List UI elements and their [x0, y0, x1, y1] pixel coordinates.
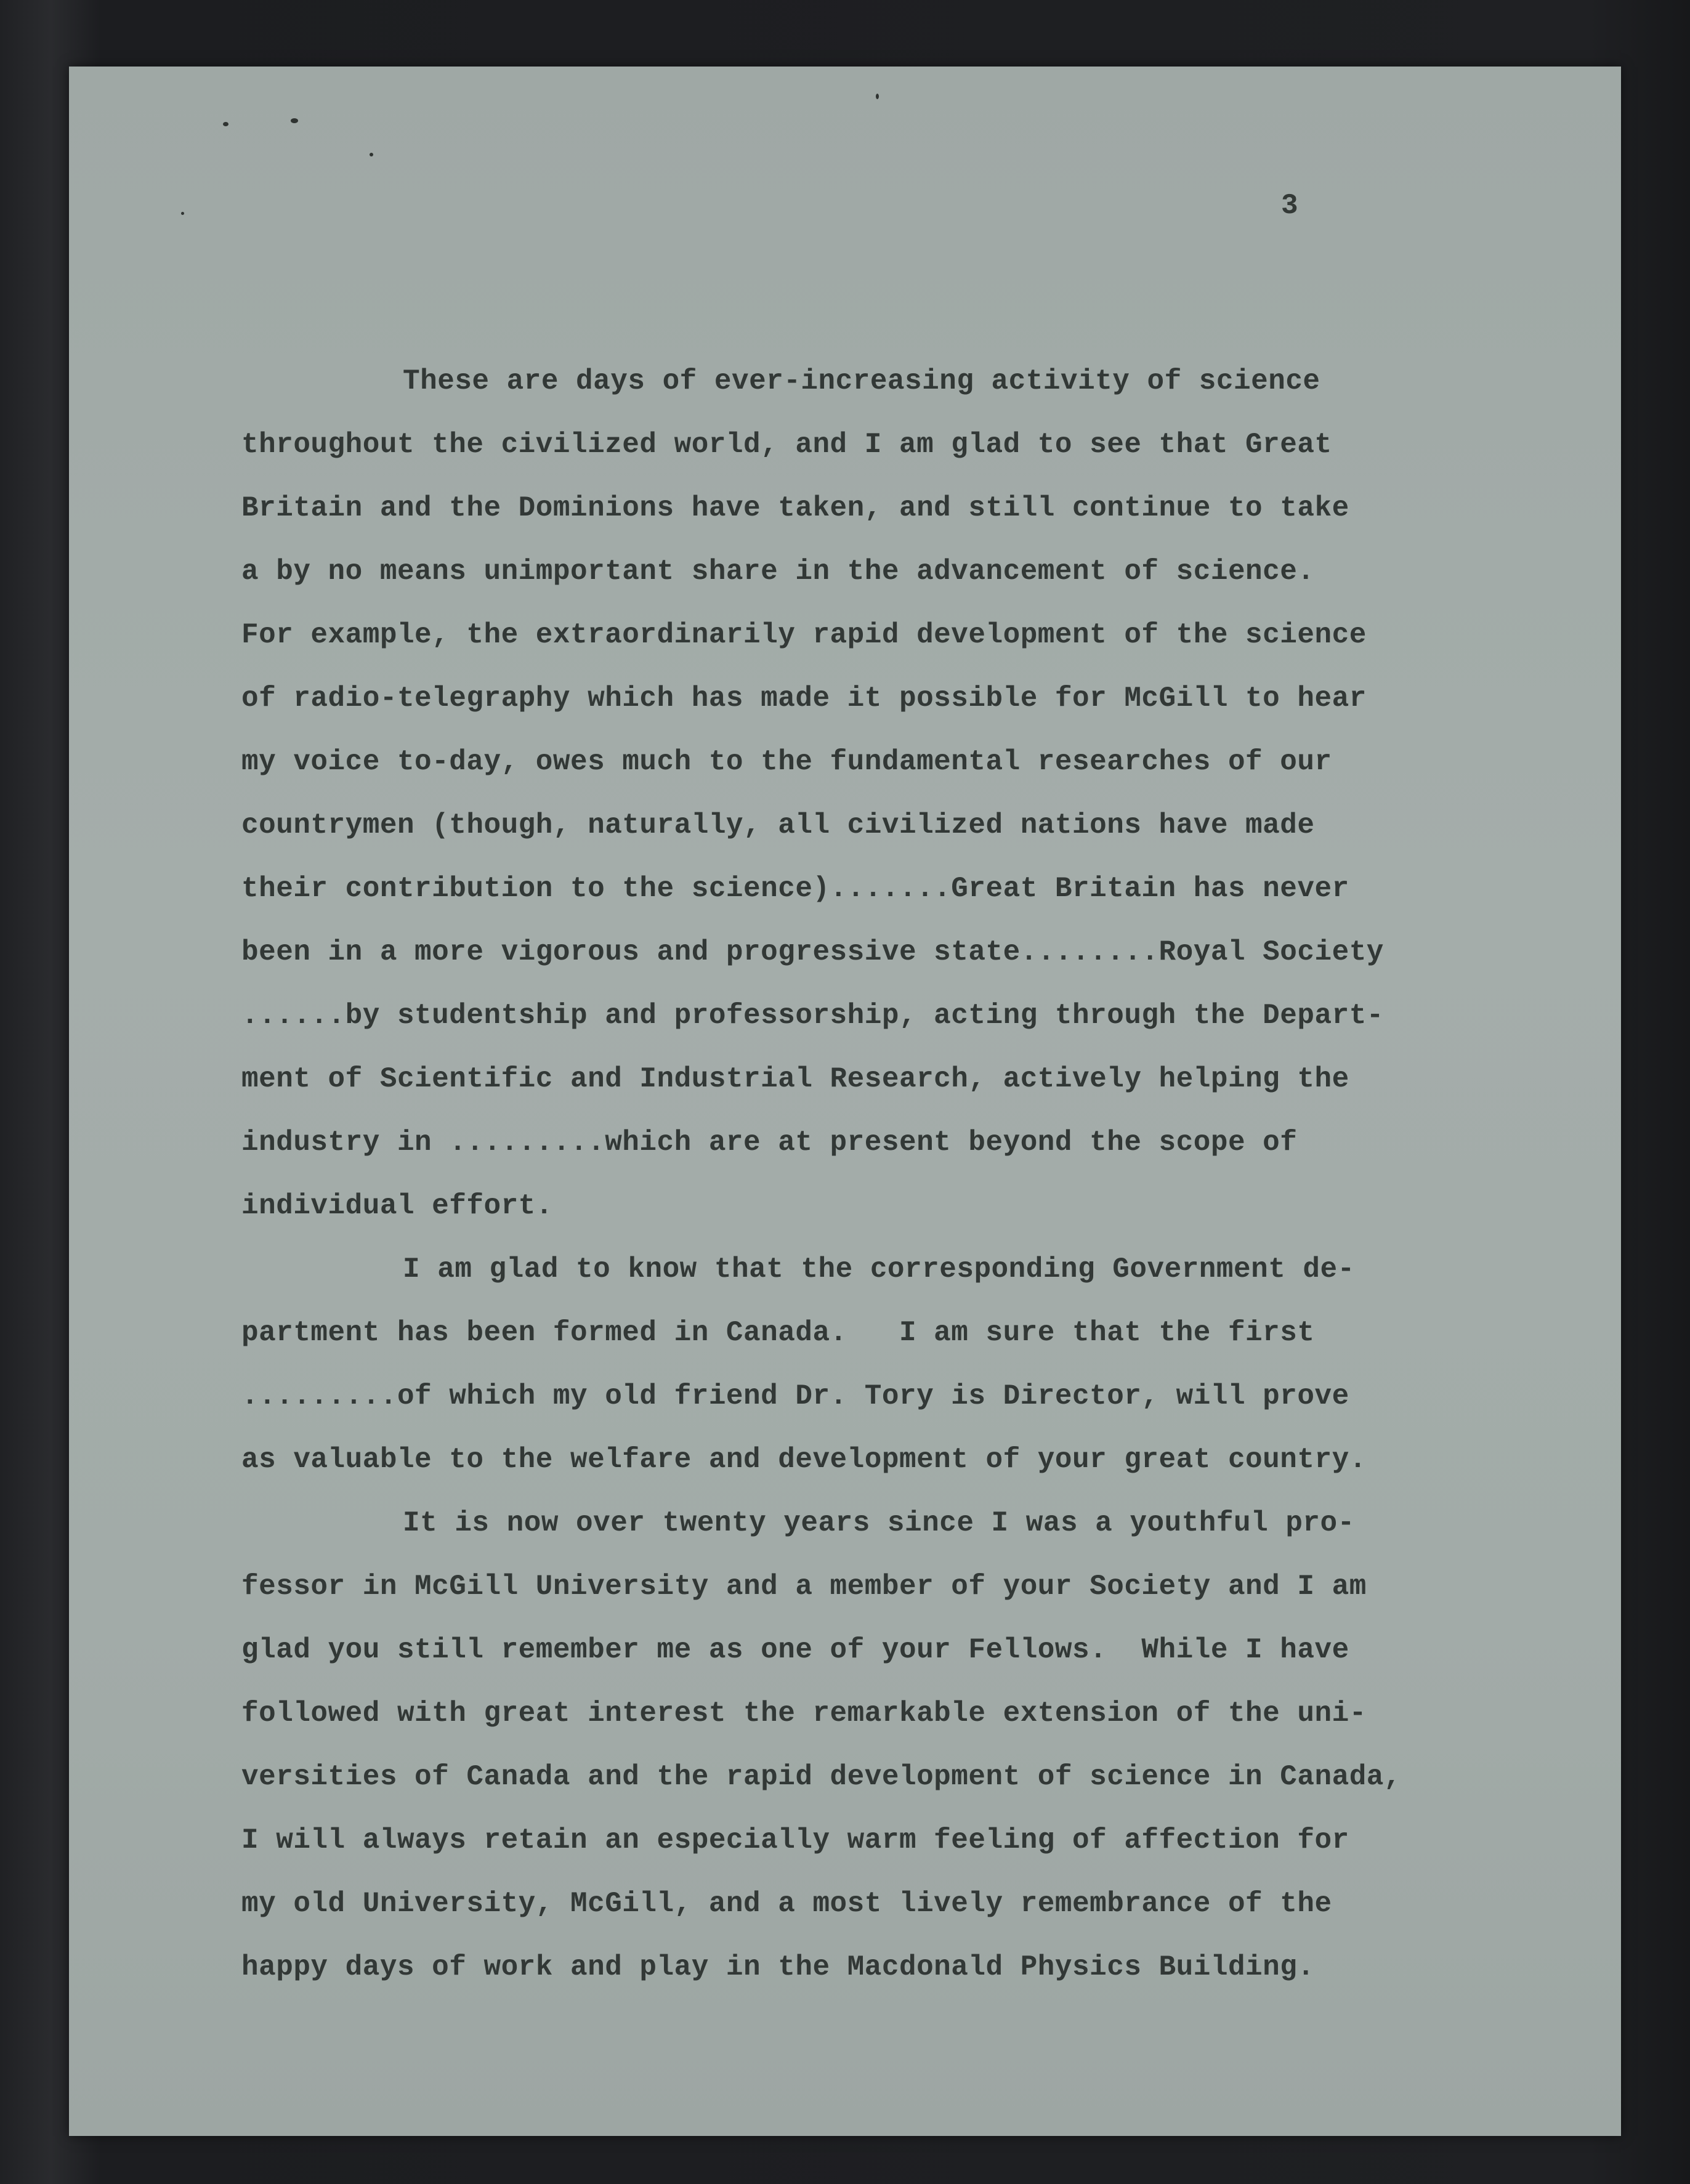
body-line: ment of Scientific and Industrial Research, actively helping the: [241, 1063, 1349, 1095]
paper-speck: [876, 94, 879, 99]
body-line: fessor in McGill University and a member of your Society and I am: [241, 1571, 1367, 1603]
body-line: It is now over twenty years since I was a youthful pro-: [403, 1507, 1355, 1539]
body-line: partment has been formed in Canada. I am sure that the first: [241, 1317, 1315, 1349]
body-line: individual effort.: [241, 1190, 553, 1222]
letter-body: [241, 350, 1658, 1999]
body-line: I will always retain an especially warm feeling of affection for: [241, 1824, 1349, 1856]
body-line: ......by studentship and professorship, acting through the Depart-: [241, 1000, 1384, 1032]
paper-speck: [370, 153, 373, 156]
body-line: my old University, McGill, and a most lively remembrance of the: [241, 1888, 1332, 1920]
body-line: countrymen (though, naturally, all civilized nations have made: [241, 809, 1315, 841]
body-line: Britain and the Dominions have taken, and still continue to take: [241, 492, 1349, 524]
body-line: as valuable to the welfare and development of your great country.: [241, 1444, 1367, 1476]
paper-speck: [291, 118, 298, 123]
body-line: These are days of ever-increasing activity of science: [403, 365, 1320, 397]
body-line: .........of which my old friend Dr. Tory is Director, will prove: [241, 1380, 1349, 1412]
body-line: glad you still remember me as one of your Fellows. While I have: [241, 1634, 1349, 1666]
body-line: been in a more vigorous and progressive state........Royal Society: [241, 936, 1384, 968]
body-line: happy days of work and play in the Macdonald Physics Building.: [241, 1951, 1315, 1983]
body-line: For example, the extraordinarily rapid development of the science: [241, 619, 1367, 651]
body-line: versities of Canada and the rapid development of science in Canada,: [241, 1761, 1402, 1793]
body-line: a by no means unimportant share in the advancement of science.: [241, 556, 1315, 588]
body-line: their contribution to the science).......Great Britain has never: [241, 873, 1349, 905]
body-line: followed with great interest the remarkable extension of the uni-: [241, 1697, 1367, 1729]
body-line: I am glad to know that the corresponding Government de-: [403, 1253, 1355, 1285]
body-line: industry in .........which are at present beyond the scope of: [241, 1126, 1298, 1159]
page-number: 3: [1281, 190, 1298, 222]
typewritten-page: [69, 67, 1621, 2136]
body-line: throughout the civilized world, and I am glad to see that Great: [241, 429, 1332, 461]
paper-speck: [223, 122, 228, 126]
body-line: my voice to-day, owes much to the fundamental researches of our: [241, 746, 1332, 778]
paper-speck: [181, 212, 184, 215]
body-line: of radio-telegraphy which has made it possible for McGill to hear: [241, 682, 1367, 714]
